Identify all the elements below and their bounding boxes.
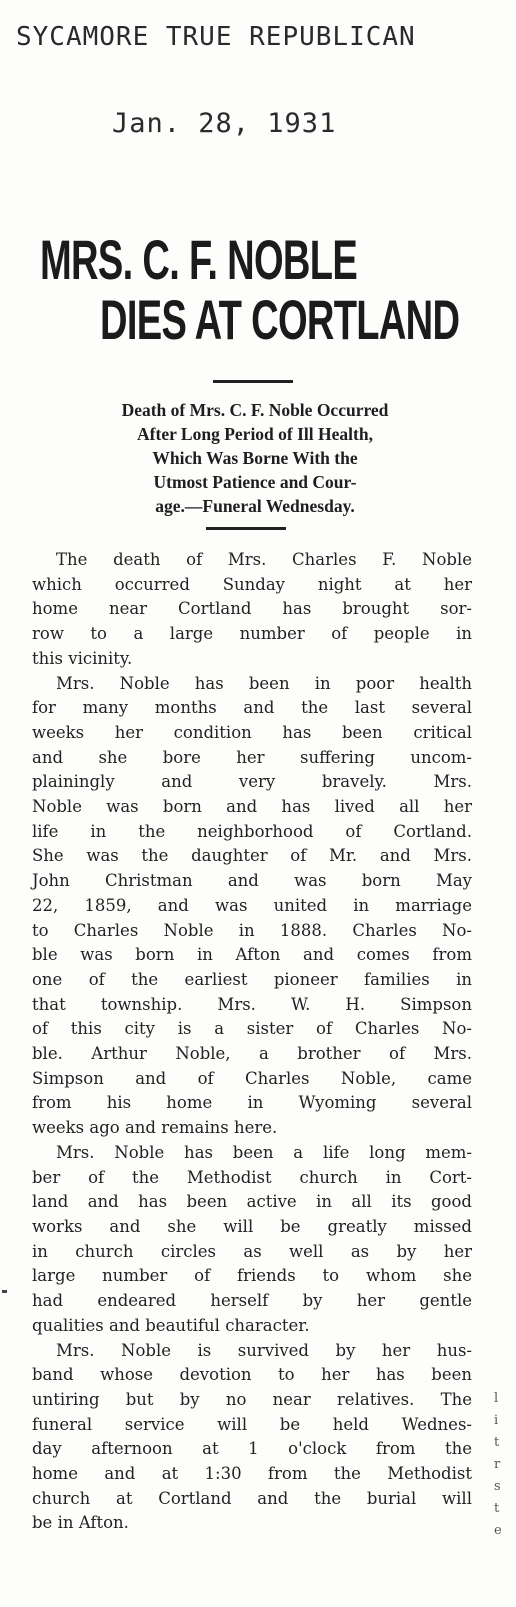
headline-divider [213, 380, 293, 383]
article-line: Simpson and of Charles Noble, came [32, 1068, 472, 1088]
article-line: Mrs. Noble has been a life long mem- [56, 1142, 472, 1162]
adjacent-column-fragment [494, 1388, 514, 1542]
article-line: qualities and beautiful character. [32, 1315, 310, 1335]
article-line: band whose devotion to her has been [32, 1365, 472, 1385]
article-line: weeks ago and remains here. [32, 1118, 278, 1138]
margin-fragment-char: e [494, 1523, 502, 1538]
article-line: Mrs. Noble has been in poor health [56, 673, 472, 693]
article-line: Noble was born and has lived all her [32, 797, 472, 817]
article-line: and she bore her suffering uncom- [32, 747, 472, 767]
article-line: ble. Arthur Noble, a brother of Mrs. [32, 1044, 472, 1064]
margin-fragment-char: t [494, 1435, 500, 1450]
article-line: home near Cortland has brought sor- [32, 599, 472, 619]
headline-line-2: DIES AT CORTLAND [100, 288, 460, 351]
article-line: Mrs. Noble is survived by her hus- [56, 1340, 472, 1360]
article-line: row to a large number of people in [32, 624, 472, 644]
article-line: funeral service will be held Wednes- [32, 1414, 472, 1434]
margin-fragment-char: r [494, 1457, 501, 1472]
deck-line: Which Was Borne With the [152, 448, 358, 468]
article-line: The death of Mrs. Charles F. Noble [56, 550, 472, 569]
article-line: ble was born in Afton and comes from [32, 945, 472, 965]
article-line: John Christman and was born May [32, 871, 472, 891]
article-line: in church circles as well as by her [32, 1241, 472, 1261]
article-line: this vicinity. [32, 648, 133, 668]
article-line: church at Cortland and the burial will [32, 1488, 472, 1508]
article-line: had endeared herself by her gentle [32, 1291, 472, 1311]
article-line: ber of the Methodist church in Cort- [32, 1167, 472, 1187]
article-line: of this city is a sister of Charles No- [32, 1019, 472, 1039]
article-line: from his home in Wyoming several [32, 1093, 472, 1113]
article-line: life in the neighborhood of Cortland. [32, 821, 472, 841]
article-line: for many months and the last several [32, 698, 472, 718]
article-line: to Charles Noble in 1888. Charles No- [32, 920, 472, 940]
article-line: She was the daughter of Mr. and Mrs. [32, 846, 472, 866]
article-line: 22, 1859, and was united in marriage [32, 895, 472, 915]
publication-date: Jan. 28, 1931 [112, 108, 337, 139]
article-line: day afternoon at 1 o'clock from the [32, 1439, 472, 1459]
deck-divider [206, 527, 286, 530]
newspaper-name: SYCAMORE TRUE REPUBLICAN [16, 22, 416, 52]
subheadline-deck [30, 398, 480, 518]
article-line: weeks her condition has been critical [32, 722, 472, 742]
article-line: land and has been active in all its good [32, 1192, 472, 1212]
deck-line: age.—Funeral Wednesday. [155, 496, 355, 516]
deck-line: Utmost Patience and Cour- [153, 472, 357, 492]
article-line: that township. Mrs. W. H. Simpson [32, 994, 472, 1014]
article-line: plainingly and very bravely. Mrs. [32, 772, 472, 792]
article-line: home and at 1:30 from the Methodist [32, 1464, 472, 1484]
article-line: works and she will be greatly missed [32, 1216, 472, 1236]
article-line: one of the earliest pioneer families in [32, 969, 472, 989]
article-line: untiring but by no near relatives. The [32, 1389, 472, 1409]
deck-line: After Long Period of Ill Health, [137, 424, 373, 444]
headline-line-1: MRS. C. F. NOBLE [40, 228, 358, 291]
article-line: be in Afton. [32, 1513, 129, 1533]
deck-line: Death of Mrs. C. F. Noble Occurred [121, 400, 389, 420]
margin-fragment-char: s [494, 1479, 501, 1494]
margin-fragment-char: t [494, 1501, 500, 1516]
margin-fragment-char: l [494, 1391, 499, 1406]
article-body [32, 548, 472, 1536]
article-line: which occurred Sunday night at her [32, 574, 472, 594]
margin-speck [2, 1290, 7, 1293]
article-line: large number of friends to whom she [32, 1266, 472, 1286]
margin-fragment-char: i [494, 1413, 499, 1428]
